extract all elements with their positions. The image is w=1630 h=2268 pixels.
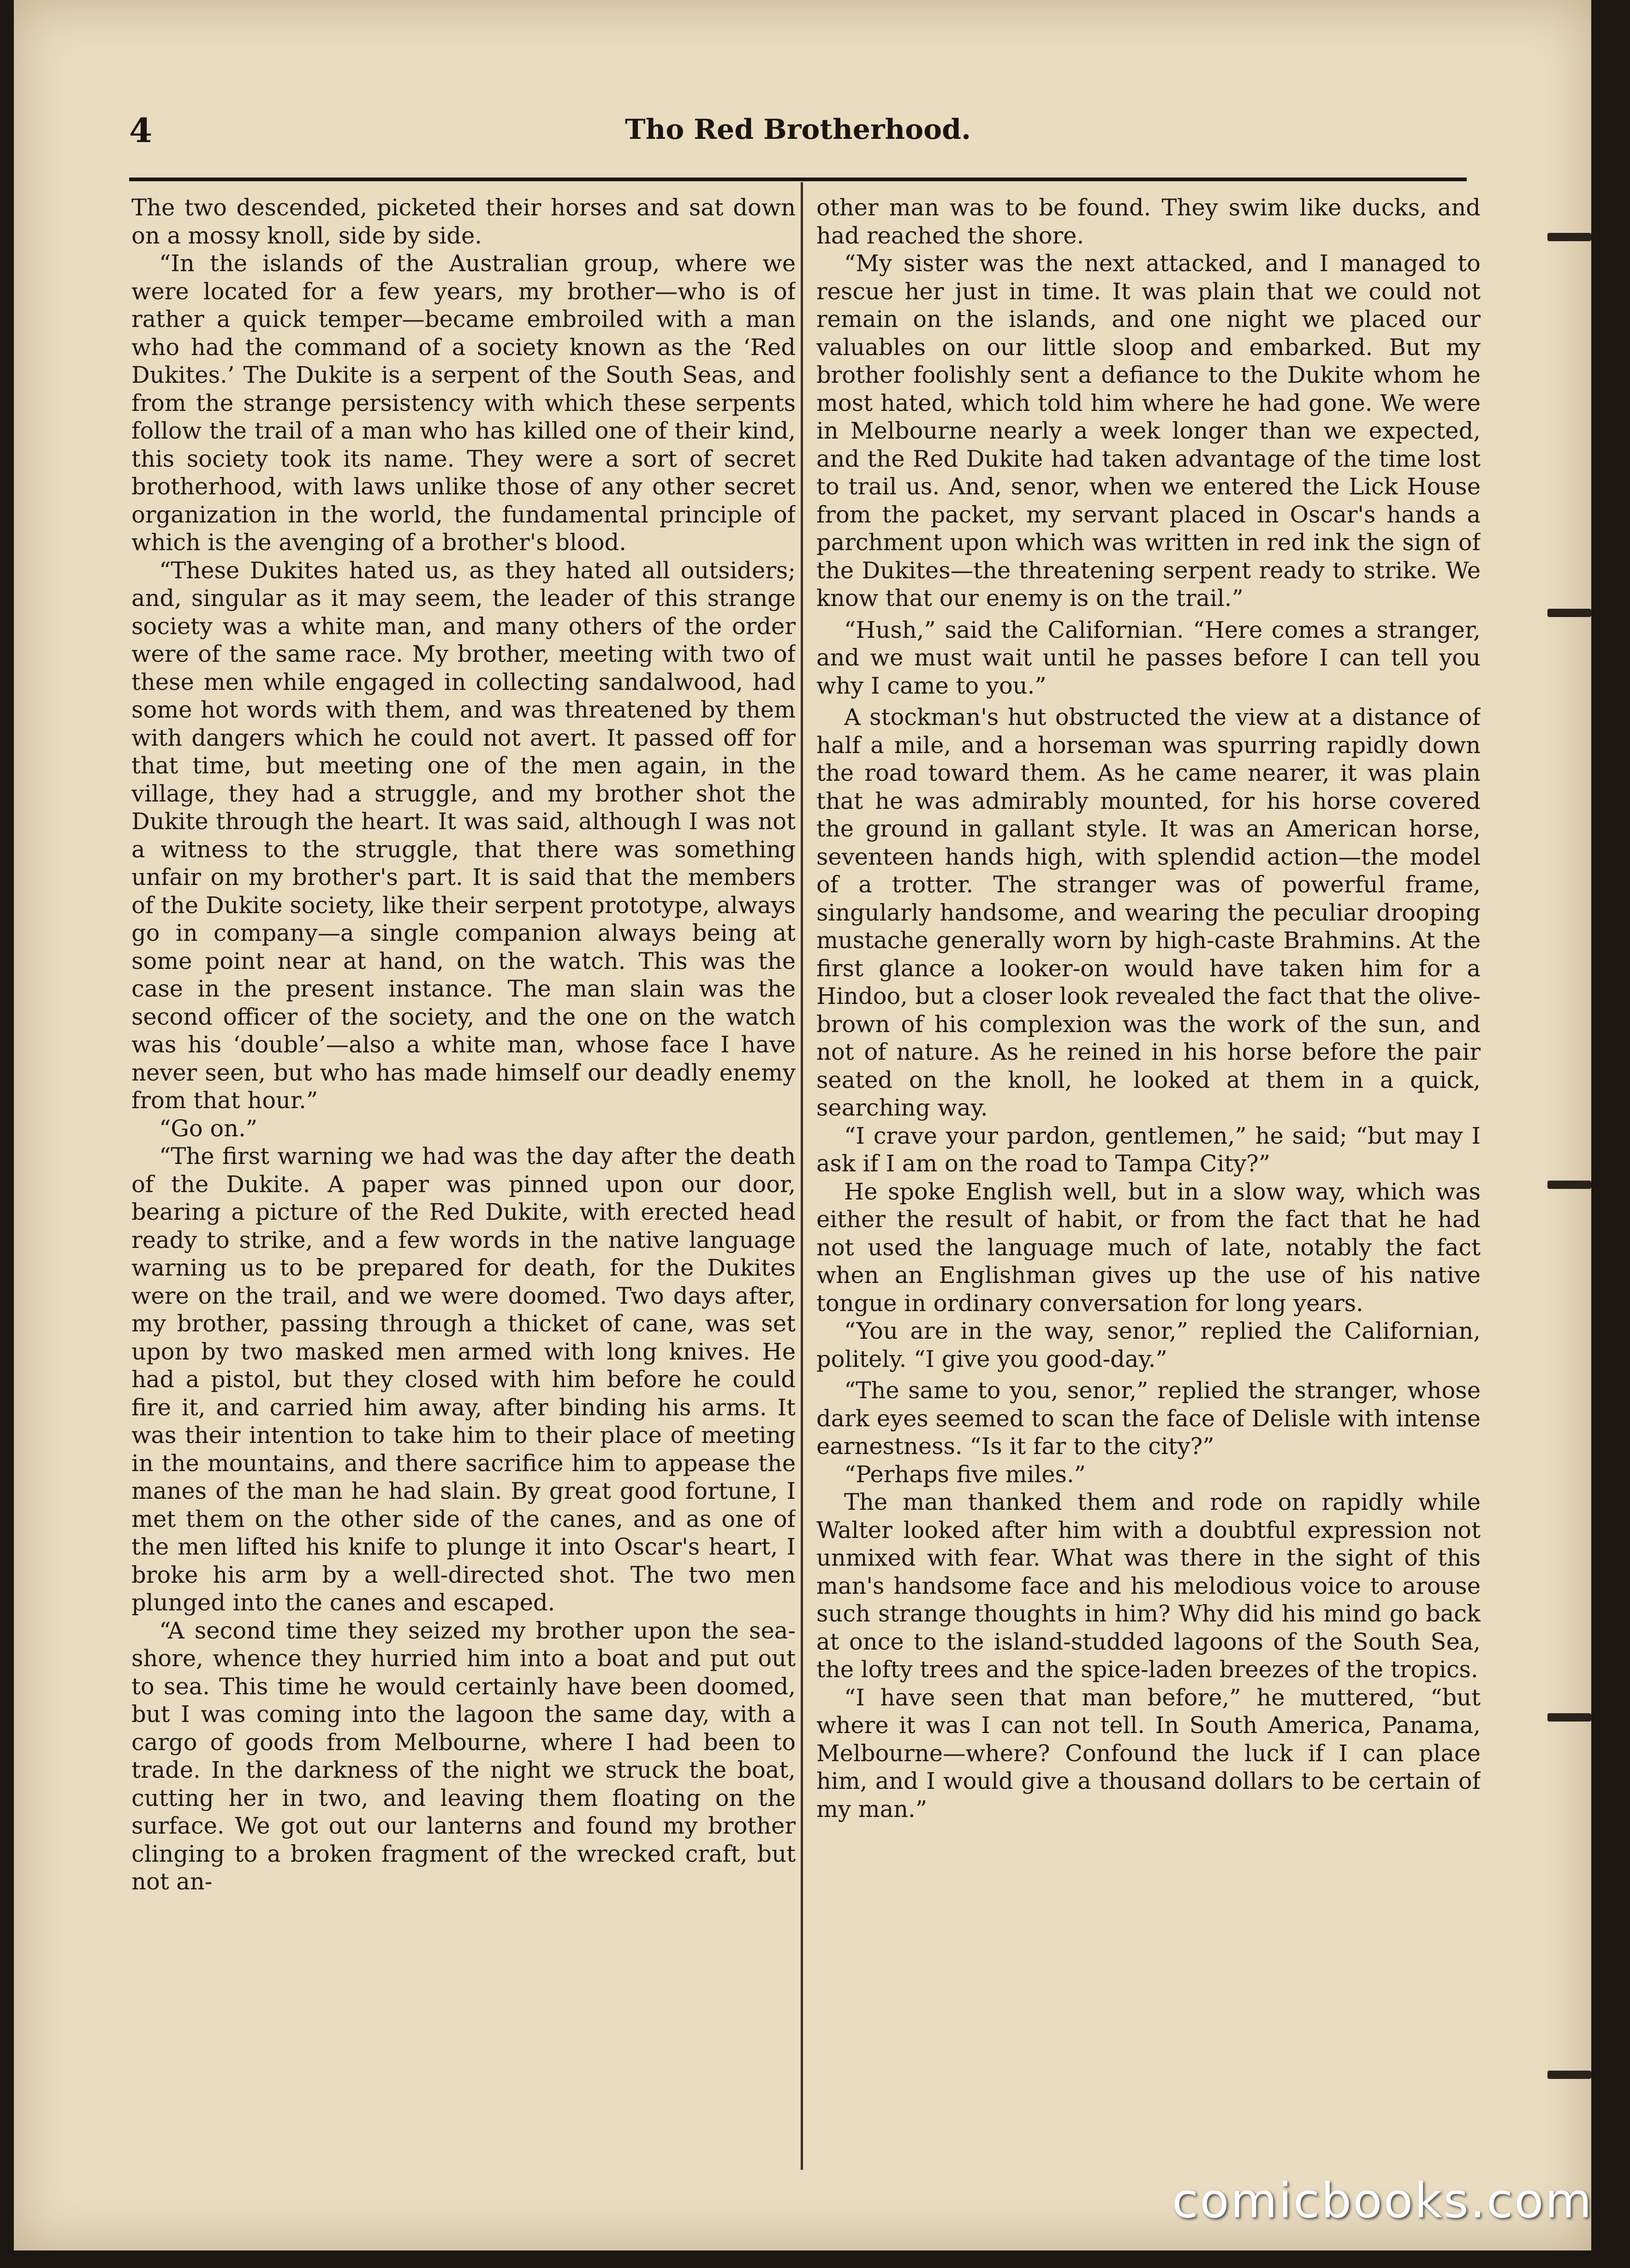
paragraph: The two descended, picketed their horses and sat down on a mossy knoll, side by side. (131, 194, 796, 249)
binding-staple-mark (1547, 233, 1591, 241)
page-scan (14, 0, 1591, 2250)
paragraph: “These Dukites hated us, as they hated all outsiders; and, singular as it may seem, the leader of this strange society was a white man, and many others of the order were of the same race. My brother, meeting with two of these men while engaged in collecting sandalwood, had some hot words with them, and was threatened by them with dangers which he could not avert. It passed off for that time, but meeting one of the men again, in the village, they had a struggle, and my brother shot the Dukite through the heart. It was said, although I was not a witness to the struggle, that there was something unfair on my brother's part. It is said that the members of the Dukite society, like their serpent prototype, always go in company—a single companion always being at some point near at hand, on the watch. This was the case in the present instance. The man slain was the second officer of the society, and the one on the watch was his ‘double’—also a white man, whose face I have never seen, but who has made himself our deadly enemy from that hour.” (131, 557, 796, 1114)
paragraph: “My sister was the next attacked, and I managed to rescue her just in time. It was plain that we could not remain on the islands, and one night we placed our valuables on our little sloop and embarked. But my brother foolishly sent a defiance to the Dukite whom he most hated, which told him where he had gone. We were in Melbourne nearly a week longer than we expected, and the Red Dukite had taken advantage of the time lost to trail us. And, senor, when we entered the Lick House from the packet, my servant placed in Oscar's hands a parchment upon which was written in red ink the sign of the Dukites—the threatening serpent ready to strike. We know that our enemy is on the trail.” (816, 250, 1481, 612)
page-header (129, 111, 1467, 166)
paragraph: “You are in the way, senor,” replied the Californian, politely. “I give you good-day.” (816, 1318, 1481, 1372)
paragraph: “I crave your pardon, gentlemen,” he said; “but may I ask if I am on the road to Tampa City?” (816, 1122, 1481, 1177)
binding-staple-mark (1547, 2071, 1591, 2079)
watermark-logo: comicbooks.com (1172, 2173, 1593, 2229)
paragraph: The man thanked them and rode on rapidly while Walter looked after him with a doubtful expression not unmixed with fear. What was there in the sight of this man's handsome face and his melodious voice to arouse such strange thoughts in him? Why did his mind go back at once to the island-studded lagoons of the South Sea, the lofty trees and the spice-laden breezes of the tropics. (816, 1489, 1481, 1683)
paragraph: “Perhaps five miles.” (844, 1461, 1086, 1488)
paragraph: A stockman's hut obstructed the view at a distance of half a mile, and a horseman was spurring rapidly down the road toward them. As he came nearer, it was plain that he was admirably mounted, for his horse covered the ground in gallant style. It was an American horse, seventeen hands high, with splendid action—the model of a trotter. The stranger was of powerful frame, singularly handsome, and wearing the peculiar drooping mustache generally worn by high-caste Brahmins. At the first glance a looker-on would have taken him for a Hindoo, but a closer look revealed the fact that the olive-brown of his complexion was the work of the sun, and not of nature. As he reined in his horse before the pair seated on the knoll, he looked at them in a quick, searching way. (816, 704, 1481, 1121)
paragraph: “The same to you, senor,” replied the stranger, whose dark eyes seemed to scan the face of Delisle with intense earnestness. “Is it far to the city?” (816, 1377, 1481, 1460)
column-divider (801, 182, 803, 2170)
paragraph: “I have seen that man before,” he muttered, “but where it was I can not tell. In South America, Panama, Melbourne—where? Confound the luck if I can place him, and I would give a thousand dollars to be certain of my man.” (816, 1684, 1481, 1823)
left-column (131, 194, 796, 2177)
paragraph: “Go on.” (159, 1115, 258, 1142)
page-number: 4 (129, 111, 153, 150)
binding-staple-mark (1547, 1181, 1591, 1189)
header-rule (129, 178, 1467, 181)
binding-staple-mark (1547, 609, 1591, 617)
running-title: Tho Red Brotherhood. (625, 113, 971, 146)
paragraph: “Hush,” said the Californian. “Here comes a stranger, and we must wait until he passes before I can tell you why I came to you.” (816, 616, 1481, 699)
paragraph: “The first warning we had was the day after the death of the Dukite. A paper was pinned upon our door, bearing a picture of the Red Dukite, with erected head ready to strike, and a few words in the native language warning us to be prepared for death, for the Dukites were on the trail, and we were doomed. Two days after, my brother, passing through a thicket of cane, was set upon by two masked men armed with long knives. He had a pistol, but they closed with him before he could fire it, and carried him away, after binding his arms. It was their intention to take him to their place of meeting in the mountains, and there sacrifice him to appease the manes of the man he had slain. By great good fortune, I met them on the other side of the canes, and as one of the men lifted his knife to plunge it into Oscar's heart, I broke his arm by a well-directed shot. The two men plunged into the canes and escaped. (131, 1143, 796, 1616)
right-column (816, 194, 1481, 2177)
binding-staple-mark (1547, 1713, 1591, 1722)
paragraph: “In the islands of the Australian group, where we were located for a few years, my brother—who is of rather a quick temper—became embroiled with a man who had the command of a society known as the ‘Red Dukites.’ The Dukite is a serpent of the South Seas, and from the strange persistency with which these serpents follow the trail of a man who has killed one of their kind, this society took its name. They were a sort of secret brotherhood, with laws unlike those of any other secret organization in the world, the fundamental principle of which is the avenging of a brother's blood. (131, 250, 796, 556)
paragraph: other man was to be found. They swim like ducks, and had reached the shore. (816, 194, 1481, 249)
paragraph: “A second time they seized my brother upon the sea-shore, whence they hurried him into a boat and put out to sea. This time he would certainly have been doomed, but I was coming into the lagoon the same day, with a cargo of goods from Melbourne, where I had been to trade. In the darkness of the night we struck the boat, cutting her in two, and leaving them floating on the surface. We got out our lanterns and found my brother clinging to a broken fragment of the wrecked craft, but not an- (131, 1617, 796, 1895)
paragraph: He spoke English well, but in a slow way, which was either the result of habit, or from the fact that he had not used the language much of late, notably the fact when an Englishman gives up the use of his native tongue in ordinary conversation for long years. (816, 1178, 1481, 1317)
